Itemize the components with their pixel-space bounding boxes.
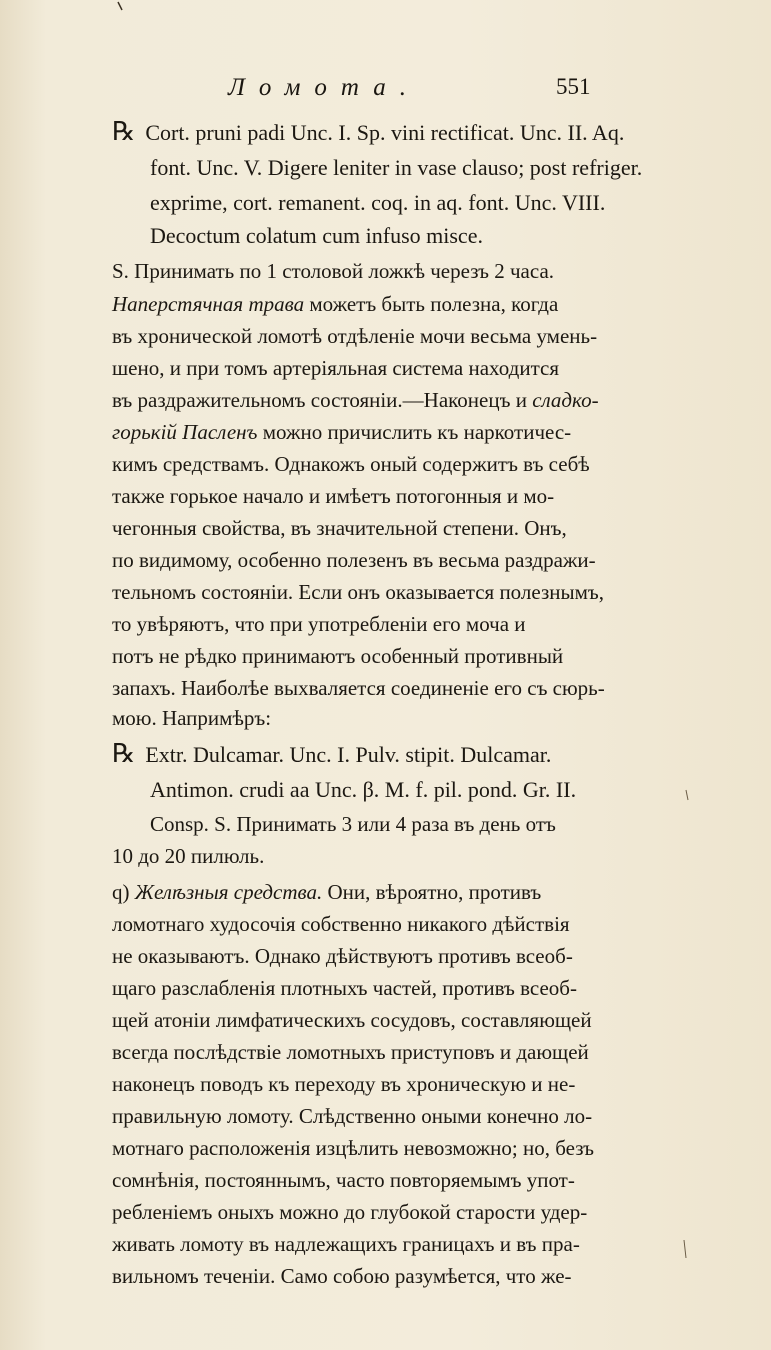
- para2-line3: не оказываютъ. Однако дѣйствуютъ противъ всеоб-: [112, 944, 573, 968]
- para2-heading: Желѣзныя средства.: [134, 880, 323, 904]
- para1-line11: то увѣряютъ, что при употребленіи его моча и: [112, 612, 526, 636]
- para1-line4: [112, 388, 599, 413]
- page-header: [0, 74, 771, 108]
- para2-line5: щей атоніи лимфатическихъ сосудовъ, составляющей: [112, 1008, 592, 1032]
- rx-symbol-icon: ℞: [112, 739, 136, 768]
- para1-line10: тельномъ состояніи. Если онъ оказывается полезнымъ,: [112, 580, 605, 604]
- para2-line11: ребленіемъ оныхъ можно до глубокой старости удер-: [112, 1200, 588, 1224]
- recipe2-line3: Consp. S. Принимать 3 или 4 раза въ день отъ: [150, 812, 556, 836]
- running-title: Ломота.: [228, 74, 421, 101]
- recipe2-line4: 10 до 20 пилюль.: [112, 844, 265, 868]
- para1-line6: кимъ средствамъ. Однакожъ оный содержитъ въ себѣ: [112, 452, 590, 476]
- para1-line7: также горькое начало и имѣетъ потогонныя и мо-: [112, 484, 555, 508]
- recipe2-line2: Antimon. crudi aa Unc. β. M. f. pil. pond. Gr. II.: [150, 777, 577, 802]
- recipe2-line1-text: Extr. Dulcamar. Unc. I. Pulv. stipit. Dulcamar.: [145, 742, 552, 767]
- page-number: 551: [556, 74, 591, 99]
- para2-line10: сомнѣнія, постояннымъ, часто повторяемымъ упот-: [112, 1168, 575, 1192]
- recipe1-line3: exprime, cort. remanent. coq. in aq. font. Unc. VIII.: [150, 190, 606, 215]
- para1-line4-text: въ раздражительномъ состояніи.—Наконецъ и: [112, 388, 533, 412]
- para1-line5: [112, 420, 571, 445]
- para2-line1: [112, 880, 541, 905]
- recipe2-line1: [112, 739, 551, 769]
- para2-line6: всегда послѣдствіе ломотныхъ приступовъ и дающей: [112, 1040, 589, 1064]
- para1-line1-text: можетъ быть полезна, когда: [304, 292, 559, 316]
- para2-line7: наконецъ поводъ къ переходу въ хроническую и не-: [112, 1072, 576, 1096]
- para1-line3: шено, и при томъ артеріяльная система находится: [112, 356, 559, 380]
- para1-line1: [112, 292, 558, 317]
- para2-line1-text: Они, вѣроятно, противъ: [322, 880, 542, 904]
- para1-line13: запахъ. Наиболѣе выхваляется соединеніе его съ сюрь-: [112, 676, 605, 700]
- para1-line14: мою. Напримѣръ:: [112, 706, 272, 730]
- para2-line12: живать ломоту въ надлежащихъ границахъ и въ пра-: [112, 1232, 580, 1256]
- para1-line8: чегонныя свойства, въ значительной степени. Онъ,: [112, 516, 567, 540]
- para2-line8: правильную ломоту. Слѣдственно оными конечно ло-: [112, 1104, 593, 1128]
- para2-line4: щаго разслабленія плотныхъ частей, противъ всеоб-: [112, 976, 577, 1000]
- para1-line9: по видимому, особенно полезенъ въ весьма раздражи-: [112, 548, 596, 572]
- para1-line12: потъ не рѣдко принимаютъ особенный противный: [112, 644, 564, 668]
- recipe1-line4: Decoctum colatum cum infuso misce.: [150, 223, 483, 248]
- speck: [118, 2, 122, 10]
- dosage1: S. Принимать по 1 столовой ложкѣ черезъ 2 часа.: [112, 259, 555, 283]
- para1-term-nightshade: горькій Пасленъ: [112, 420, 258, 444]
- para1-term-bittersweet: сладко-: [532, 388, 599, 412]
- recipe1-line1: [112, 117, 624, 147]
- para1-term-foxglove: Наперстячная трава: [112, 292, 305, 316]
- para2-line2: ломотнаго худосочія собственно никакого дѣйствія: [112, 912, 570, 936]
- speck: [684, 1240, 686, 1258]
- para2-line13: вильномъ теченіи. Само собою разумѣется, что же-: [112, 1264, 572, 1288]
- para2-label: q): [112, 880, 135, 904]
- rx-symbol-icon: ℞: [112, 117, 136, 146]
- para2-line9: мотнаго расположенія изцѣлить невозможно; но, безъ: [112, 1136, 595, 1160]
- para1-line2: въ хронической ломотѣ отдѣленіе мочи весьма умень-: [112, 324, 598, 348]
- recipe1-line2: font. Unc. V. Digere leniter in vase clauso; post refriger.: [150, 155, 643, 180]
- speck: [686, 790, 688, 800]
- recipe1-line1-text: Cort. pruni padi Unc. I. Sp. vini rectificat. Unc. II. Aq.: [145, 120, 625, 145]
- para1-line5-text: можно причислить къ наркотичес-: [257, 420, 572, 444]
